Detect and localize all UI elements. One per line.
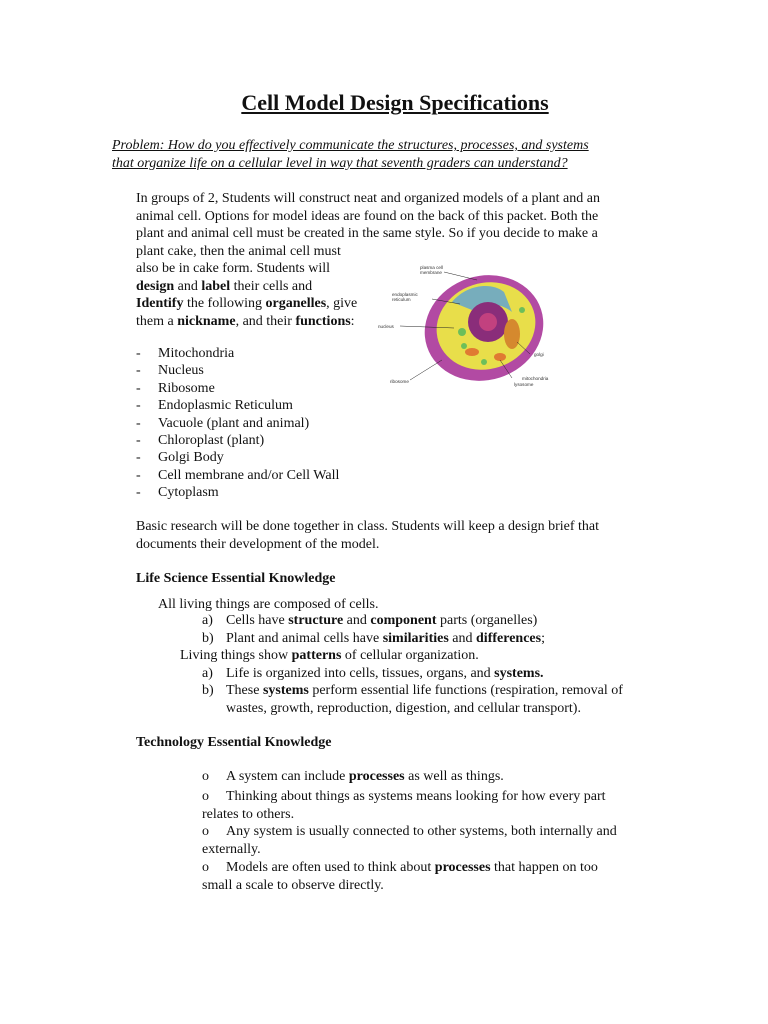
organelle-name: Mitochondria [158, 346, 235, 361]
bold-component: component [370, 613, 437, 628]
label-ribosome: ribosome [390, 379, 409, 384]
bold-systems: systems. [494, 666, 544, 681]
text: and [174, 278, 202, 294]
bold-design: design [136, 278, 175, 294]
bullet-dash: - [136, 450, 141, 466]
life-science-intro-2 [180, 647, 479, 665]
text: parts (organelles) [436, 613, 538, 628]
bold-organelles: organelles [265, 296, 327, 311]
bold-systems: systems [262, 683, 309, 698]
life-science-heading: Life Science Essential Knowledge [136, 571, 336, 586]
list-marker: o [202, 789, 209, 804]
text: perform essential life functions (respiration, removal of [308, 683, 623, 698]
label-endoplasmic: endoplasmic [392, 292, 418, 297]
bullet-dash: - [136, 380, 141, 396]
page-title: Cell Model Design Specifications [241, 90, 549, 115]
organelle-list-item [136, 380, 339, 397]
organelle-list-item [136, 345, 339, 362]
bold-nickname: nickname [177, 313, 236, 329]
intro-line: also be in cake form. Students will [136, 261, 331, 276]
text: that happen on too [490, 860, 598, 875]
text: the following [183, 296, 266, 311]
label-membrane: membrane [420, 270, 442, 275]
technology-item-4 [202, 859, 662, 894]
item-line: wastes, growth, reproduction, digestion, and cellular transport). [226, 700, 581, 716]
bullet-dash: - [136, 485, 141, 501]
bold-processes: processes [348, 769, 405, 784]
text: , and their [235, 313, 296, 329]
technology-item-2 [202, 788, 662, 823]
item-line [202, 788, 662, 806]
organelle-name: Vacuole (plant and animal) [158, 415, 310, 431]
research-line: Basic research will be done together in class. Students will keep a design brief that [136, 519, 600, 534]
text: Models are often used to think about [226, 860, 435, 875]
organelle-name: Nucleus [158, 363, 204, 379]
text: their cells and [230, 278, 313, 294]
bold-differences: differences [476, 631, 542, 646]
organelle-name: Golgi Body [158, 450, 224, 466]
text: and [343, 613, 371, 628]
label-plasma: plasma cell [420, 265, 443, 270]
organelle-name: Ribosome [158, 380, 215, 396]
organelle-name: Chloroplast (plant) [158, 432, 265, 448]
text: These [226, 683, 263, 698]
label-nucleus: nucleus [378, 324, 394, 329]
organelle-name: Cytoplasm [158, 485, 219, 501]
organelle-dot [461, 343, 467, 349]
list-marker: b) [202, 631, 214, 646]
organelle-list-item [136, 484, 339, 501]
text: them a [136, 313, 178, 329]
problem-statement [112, 137, 672, 173]
item-line: relates to others. [202, 806, 295, 822]
technology-item-1 [202, 768, 662, 786]
text: Any system is usually connected to other systems, both internally and [226, 824, 617, 839]
bold-patterns: patterns [291, 648, 342, 663]
organelle-list-item [136, 397, 339, 414]
animal-cell-diagram [372, 262, 572, 392]
organelle-list-item [136, 449, 339, 466]
text: Life is organized into cells, tissues, organs, and [226, 666, 495, 681]
intro-line: plant cake, then the animal cell must [136, 243, 341, 259]
bullet-dash: - [136, 415, 141, 431]
organelle-dot [519, 307, 525, 313]
text: A system can include [226, 769, 349, 784]
item-line: externally. [202, 841, 261, 857]
nucleolus-shape [479, 313, 497, 331]
list-marker: o [202, 824, 209, 839]
technology-item-3 [202, 823, 662, 858]
bold-label: label [201, 278, 231, 294]
label-golgi: golgi [534, 352, 544, 357]
item-line [202, 823, 662, 841]
life-science-intro-1: All living things are composed of cells. [158, 597, 379, 612]
organelle-name: Endoplasmic Reticulum [158, 398, 293, 414]
text: and [448, 631, 477, 646]
text: Cells have [226, 613, 289, 628]
bullet-dash: - [136, 346, 141, 361]
life-science-item-b2 [202, 682, 623, 717]
mitochondria-shape [494, 353, 506, 361]
organelle-list-item [136, 467, 339, 484]
item-line [202, 859, 662, 877]
bullet-dash: - [136, 398, 141, 414]
text: Plant and animal cells have [226, 631, 383, 646]
text: , give [326, 296, 358, 311]
organelle-list-item [136, 362, 339, 379]
label-mitochondria: mitochondria [522, 376, 549, 381]
research-paragraph [136, 518, 599, 553]
mitochondria-shape [465, 348, 479, 356]
bullet-dash: - [136, 467, 141, 483]
life-science-item-a2 [202, 665, 544, 683]
problem-line-2: that organize life on a cellular level in way that seventh graders can understand? [112, 156, 568, 171]
text: : [350, 313, 355, 329]
organelle-list-item [136, 432, 339, 449]
bold-similarities: similarities [382, 631, 449, 646]
list-marker: b) [202, 683, 214, 698]
item-line [202, 682, 623, 700]
bullet-dash: - [136, 432, 141, 448]
bullet-dash: - [136, 363, 141, 379]
list-marker: o [202, 769, 209, 784]
organelle-dot [458, 328, 466, 336]
label-reticulum: reticulum [392, 297, 411, 302]
text: of cellular organization. [341, 648, 479, 663]
research-line: documents their development of the model. [136, 536, 380, 552]
bold-processes: processes [434, 860, 491, 875]
organelle-list [136, 345, 339, 502]
bold-identify: Identify [136, 296, 184, 311]
text: ; [541, 631, 545, 646]
life-science-item-b1 [202, 630, 545, 648]
text: Living things show [180, 648, 292, 663]
list-marker: o [202, 860, 209, 875]
golgi-shape [504, 319, 520, 349]
list-marker: a) [202, 666, 213, 681]
item-line: small a scale to observe directly. [202, 877, 384, 893]
organelle-dot [481, 359, 487, 365]
life-science-item-a1 [202, 612, 537, 630]
list-marker: a) [202, 613, 213, 628]
intro-line: animal cell. Options for model ideas are found on the back of this packet. Both the [136, 208, 599, 224]
organelle-name: Cell membrane and/or Cell Wall [158, 467, 340, 483]
technology-heading: Technology Essential Knowledge [136, 735, 332, 750]
text: as well as things. [404, 769, 504, 784]
text: Thinking about things as systems means looking for how every part [226, 789, 606, 804]
label-lysosome: lysosome [514, 382, 534, 387]
intro-line: plant and animal cell must be created in the same style. So if you decide to make a [136, 226, 598, 241]
bold-functions: functions [295, 313, 351, 329]
bold-structure: structure [288, 613, 344, 628]
problem-line-1: Problem: How do you effectively communicate the structures, processes, and systems [112, 138, 589, 153]
intro-line: In groups of 2, Students will construct neat and organized models of a plant and an [136, 191, 600, 206]
organelle-list-item [136, 415, 339, 432]
